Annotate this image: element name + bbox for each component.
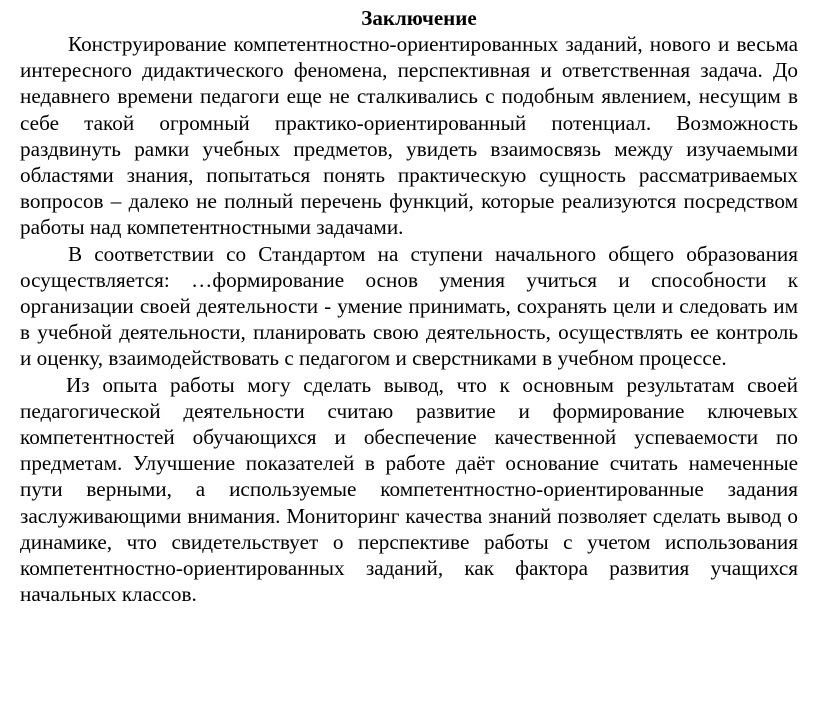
paragraph-1: Конструирование компетентностно-ориентированных заданий, нового и весьма интересного дидактического феномена, перспективная и ответственная задача. До недавнего времени педагоги еще не сталкивались с подобным явлением, несущим в себе такой огромный практико-ориентированный потенциал. Возможность раздвинуть рамки учебных предметов, увидеть взаимосвязь между изучаемыми областями знания, попытаться понять практическую сущность рассматриваемых вопросов – далеко не полный перечень функций, которые реализуются посредством работы над компетентностными задачами. [20,32,798,240]
document-title: Заключение [361,6,477,30]
document-page [20,5,798,607]
paragraph-2: В соответствии со Стандартом на ступени начального общего образования осуществляется: …формирование основ умения учиться и способности к организации своей деятельности - умение принимать, сохранять цели и следовать им в учебной деятельности, планировать свою деятельность, осуществлять ее контроль и оценку, взаимодействовать с педагогом и сверстниками в учебном процессе. [20,241,798,371]
paragraph-3: Из опыта работы могу сделать вывод, что к основным результатам своей педагогической деятельности считаю развитие и формирование ключевых компетентностей обучающихся и обеспечение качественной успеваемости по предметам. Улучшение показателей в работе даёт основание считать намеченные пути верными, а используемые компетентностно-ориентированные задания заслуживающими внимания. Мониторинг качества знаний позволяет сделать вывод о динамике, что свидетельствует о перспективе работы с учетом использования компетентностно-ориентированных заданий, как фактора развития учащихся начальных классов. [20,372,798,607]
